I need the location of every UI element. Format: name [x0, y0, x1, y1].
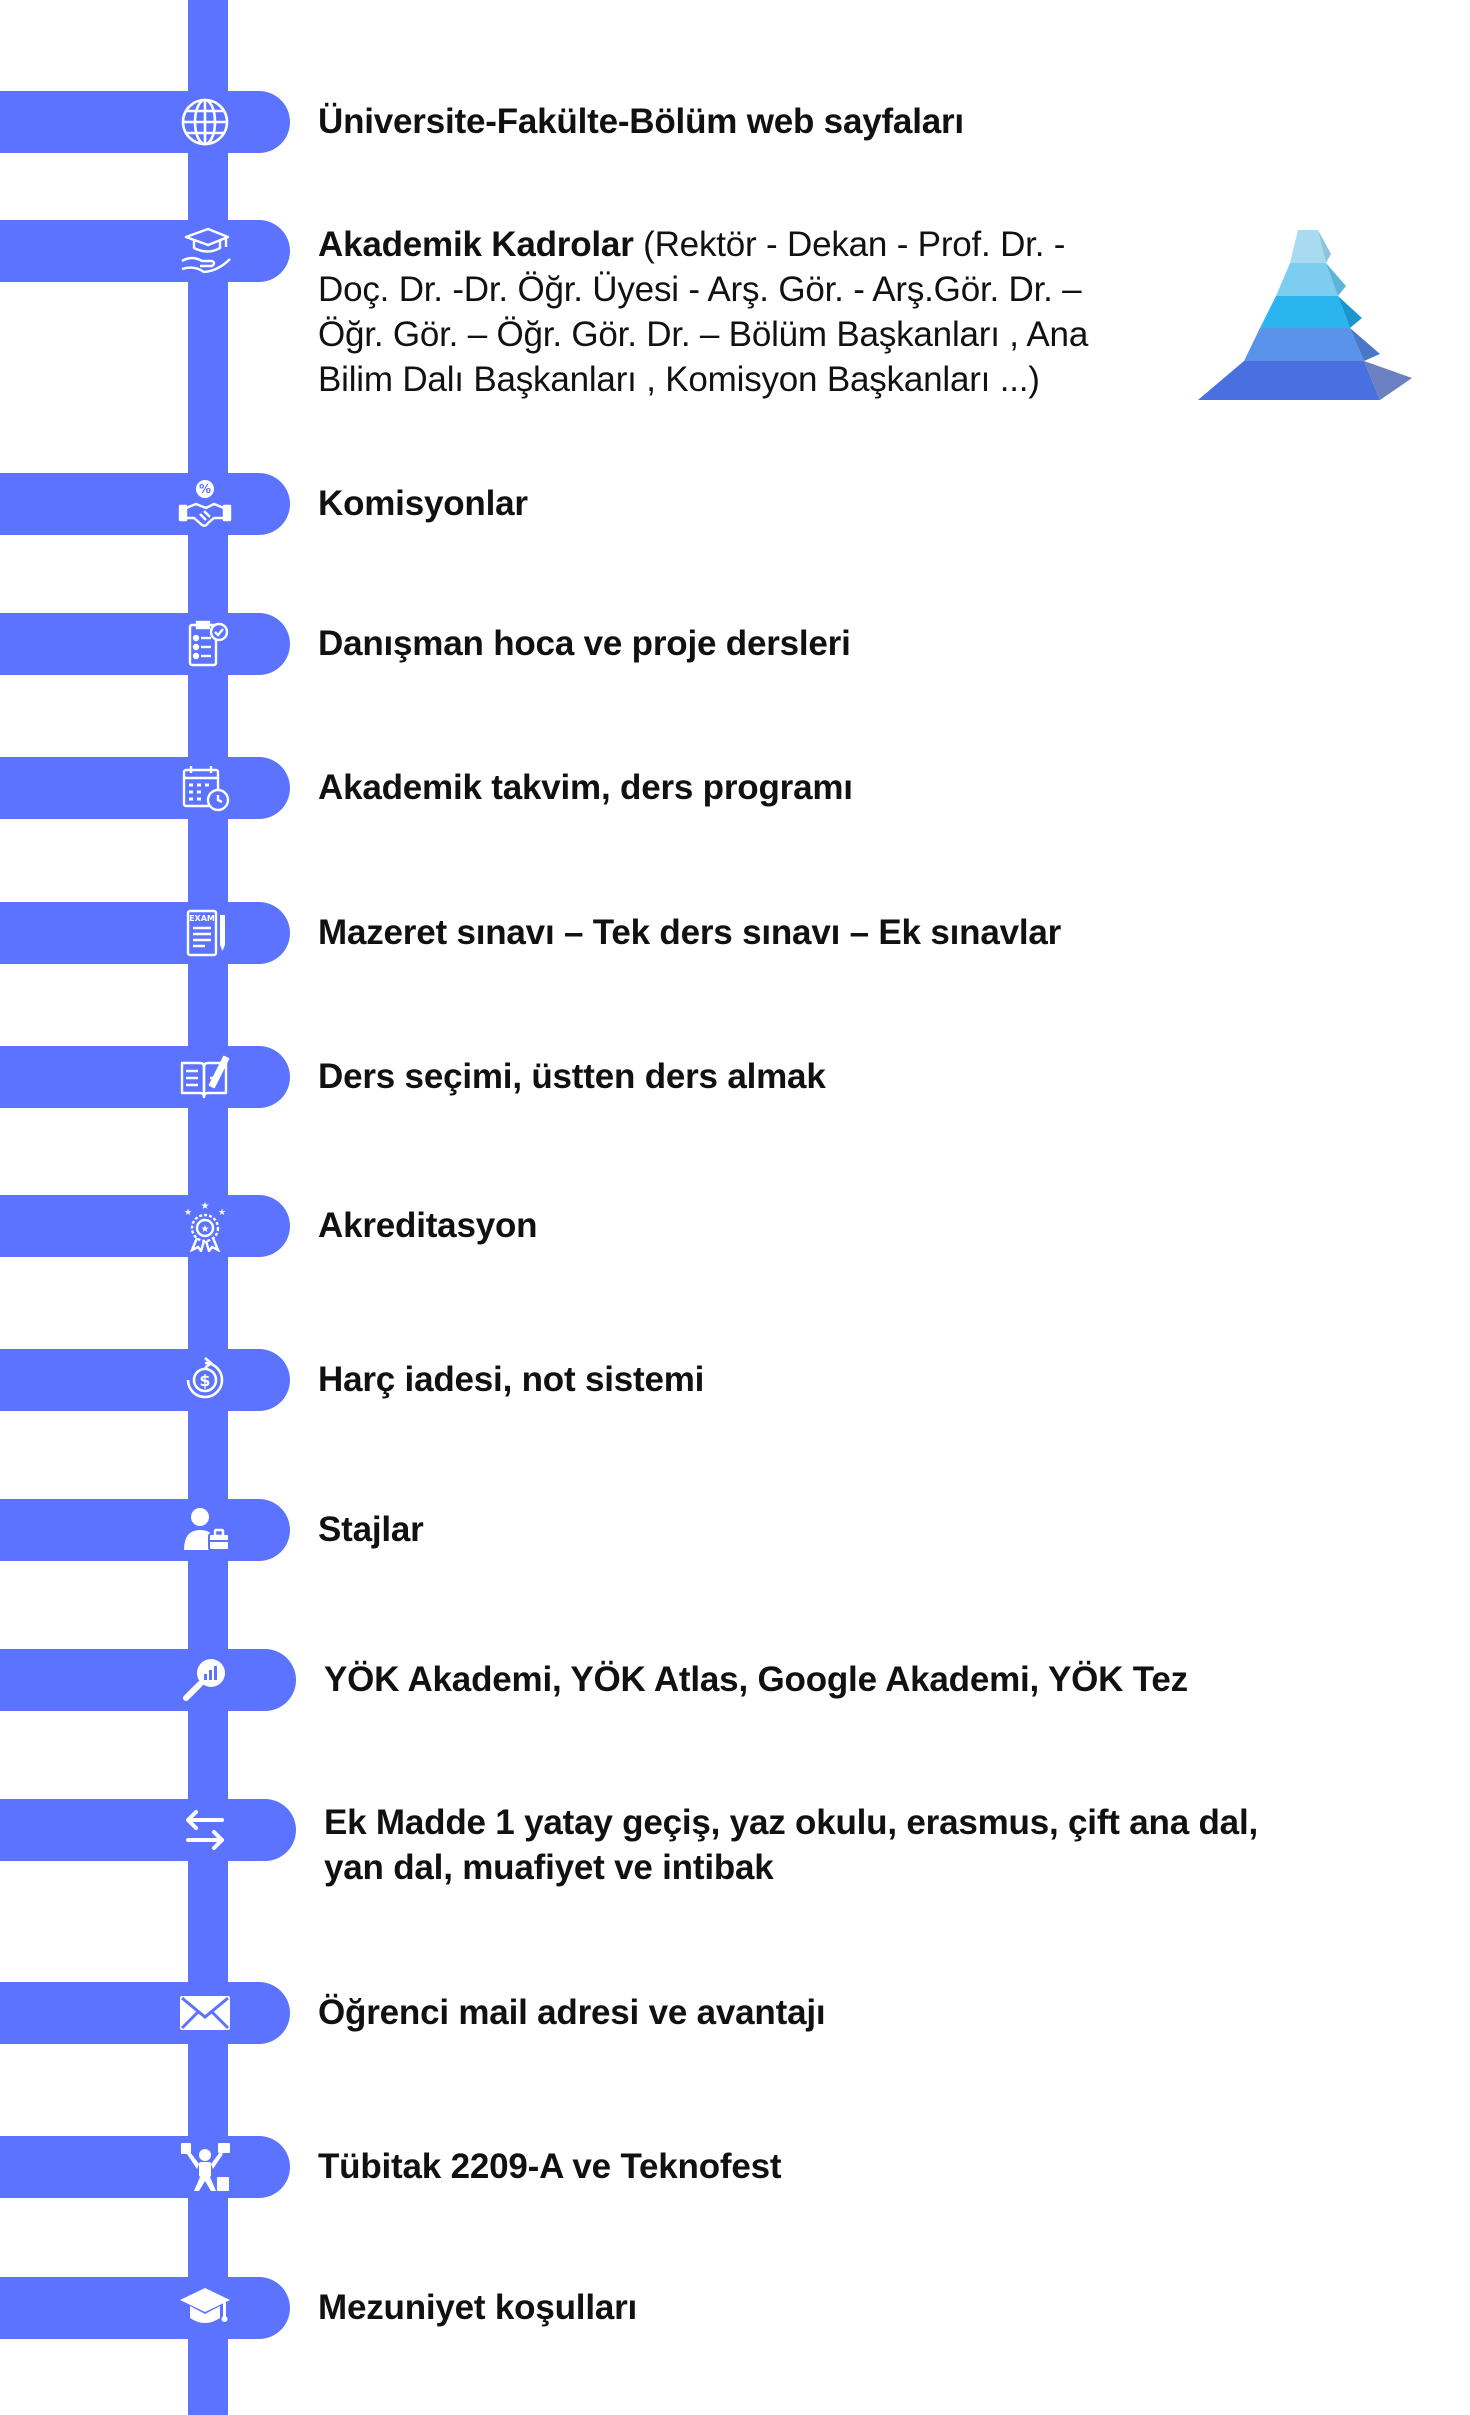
item-label: Üniversite-Fakülte-Bölüm web sayfaları: [318, 102, 964, 141]
timeline-tab: [0, 1349, 290, 1411]
svg-text:★: ★: [183, 1208, 193, 1218]
calendar-clock-icon: [178, 762, 232, 814]
item-label: Mazeret sınavı – Tek ders sınavı – Ek sınavlar: [318, 913, 1062, 952]
svg-text:$: $: [199, 1371, 211, 1390]
globe-icon: [178, 96, 232, 148]
item-label: Stajlar: [318, 1510, 424, 1549]
timeline-item-commissions: [0, 473, 1400, 535]
handshake-percent-icon: [178, 478, 232, 530]
timeline-tab: [0, 1649, 296, 1711]
item-label: Öğrenci mail adresi ve avantajı: [318, 1993, 826, 2032]
timeline-tab: [0, 91, 290, 153]
item-line: Ek Madde 1 yatay geçiş, yaz okulu, erasmus, çift ana dal,: [324, 1803, 1258, 1842]
badge-stars-icon: [178, 1200, 232, 1252]
item-line: Bilim Dalı Başkanları , Komisyon Başkanları ...): [318, 360, 1040, 399]
item-label: Ders seçimi, üstten ders almak: [318, 1057, 826, 1096]
timeline-tab: [0, 1499, 290, 1561]
timeline-tab: [0, 1195, 290, 1257]
graduation-cap-icon: [178, 2282, 232, 2334]
timeline-item-web-pages: [0, 91, 1400, 153]
exam-paper-icon: [178, 907, 232, 959]
transfer-arrows-icon: [178, 1804, 232, 1856]
academic-staff-text: [318, 222, 1088, 402]
item-label: Komisyonlar: [318, 484, 528, 523]
timeline-item-yok: [0, 1649, 1400, 1711]
item-label: Mezuniyet koşulları: [318, 2288, 638, 2327]
transfer-text: [324, 1800, 1258, 1890]
timeline-tab: [0, 613, 290, 675]
timeline-tab: [0, 902, 290, 964]
timeline-tab: [0, 220, 290, 282]
svg-text:%: %: [198, 482, 212, 496]
item-label: YÖK Akademi, YÖK Atlas, Google Akademi, YÖK Tez: [324, 1660, 1188, 1699]
timeline-item-advisor: [0, 613, 1400, 675]
svg-text:EXAM: EXAM: [189, 914, 215, 923]
timeline-tab: [0, 1982, 290, 2044]
item-line: Öğr. Gör. – Öğr. Gör. Dr. – Bölüm Başkanları , Ana: [318, 315, 1089, 354]
timeline-tab: [0, 757, 290, 819]
person-trophy-icon: [178, 2141, 232, 2193]
timeline-item-graduation: [0, 2277, 1400, 2339]
timeline-item-calendar: [0, 757, 1400, 819]
timeline-tab: [0, 473, 290, 535]
item-label: Danışman hoca ve proje dersleri: [318, 624, 851, 663]
timeline-item-accreditation: [0, 1195, 1400, 1257]
graduation-hand-icon: [178, 225, 232, 277]
timeline-item-tuition: [0, 1349, 1400, 1411]
clipboard-checklist-icon: [178, 618, 232, 670]
item-label-bold: Akademik Kadrolar: [318, 225, 634, 264]
person-briefcase-icon: [178, 1504, 232, 1556]
timeline-tab: [0, 2277, 290, 2339]
item-label: Akreditasyon: [318, 1206, 538, 1245]
envelope-icon: [178, 1987, 232, 2039]
timeline-tab: [0, 1799, 296, 1861]
timeline-item-course-selection: [0, 1046, 1400, 1108]
timeline-tab: [0, 1046, 290, 1108]
item-line: yan dal, muafiyet ve intibak: [324, 1848, 774, 1887]
pyramid-icon: [1198, 230, 1412, 406]
item-line: (Rektör - Dekan - Prof. Dr. -: [633, 225, 1066, 264]
svg-text:★: ★: [200, 1224, 210, 1235]
item-label: Akademik takvim, ders programı: [318, 768, 853, 807]
dollar-refund-icon: [178, 1354, 232, 1406]
timeline-item-internships: [0, 1499, 1400, 1561]
timeline-item-exams: [0, 902, 1400, 964]
item-label: Tübitak 2209-A ve Teknofest: [318, 2147, 782, 2186]
item-label: Harç iadesi, not sistemi: [318, 1360, 705, 1399]
timeline-item-mail: [0, 1982, 1400, 2044]
item-line: Doç. Dr. -Dr. Öğr. Üyesi - Arş. Gör. - Arş.Gör. Dr. –: [318, 270, 1082, 309]
svg-text:★: ★: [217, 1208, 227, 1218]
open-book-pen-icon: [178, 1051, 232, 1103]
magnifier-chart-icon: [178, 1654, 232, 1706]
svg-text:★: ★: [200, 1201, 210, 1212]
timeline-tab: [0, 2136, 290, 2198]
timeline-item-tubitak: [0, 2136, 1400, 2198]
